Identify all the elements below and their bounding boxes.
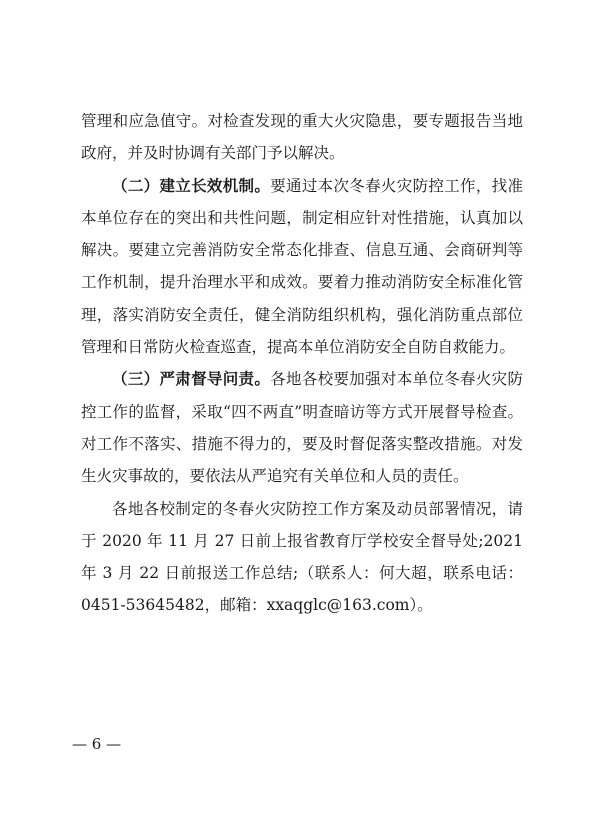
section-heading-supervision-accountability: （三）严肃督导问责。	[112, 370, 271, 389]
paragraph-long-term-mechanism	[81, 170, 523, 364]
paragraph-supervision-accountability	[81, 363, 523, 492]
paragraph-submission-contact	[81, 493, 523, 622]
paragraph-text: 管理和应急值守。对检查发现的重大火灾隐患，要专题报告当地政府，并及时协调有关部门予以解决。	[81, 112, 523, 163]
paragraph-continuation	[81, 105, 523, 170]
document-body	[81, 105, 523, 622]
paragraph-text: 各地各校要加强对本单位冬春火灾防控工作的监督，采取“四不两直”明查暗访等方式开展督导检查。对工作不落实、措施不得力的，要及时督促落实整改措施。对发生火灾事故的，要依法从严追究有关单位和人员的责任。	[81, 370, 523, 486]
section-heading-long-term-mechanism: （二）建立长效机制。	[112, 176, 271, 195]
paragraph-text: 各地各校制定的冬春火灾防控工作方案及动员部署情况，请于 2020 年 11 月 27 日前上报省教育厅学校安全督导处;2021 年 3 月 22 日前报送工作总结;（联系人：何大超，联系电话：0451-53645482，邮箱：xxaqglc@163.com）。	[81, 499, 523, 615]
page-number: — 6 —	[72, 735, 122, 753]
paragraph-text: 要通过本次冬春火灾防控工作，找准本单位存在的突出和共性问题，制定相应针对性措施，认真加以解决。要建立完善消防安全常态化排查、信息互通、会商研判等工作机制，提升治理水平和成效。要着力推动消防安全标准化管理，落实消防安全责任，健全消防组织机构，强化消防重点部位管理和日常防火检查巡查，提高本单位消防安全自防自救能力。	[81, 176, 523, 357]
